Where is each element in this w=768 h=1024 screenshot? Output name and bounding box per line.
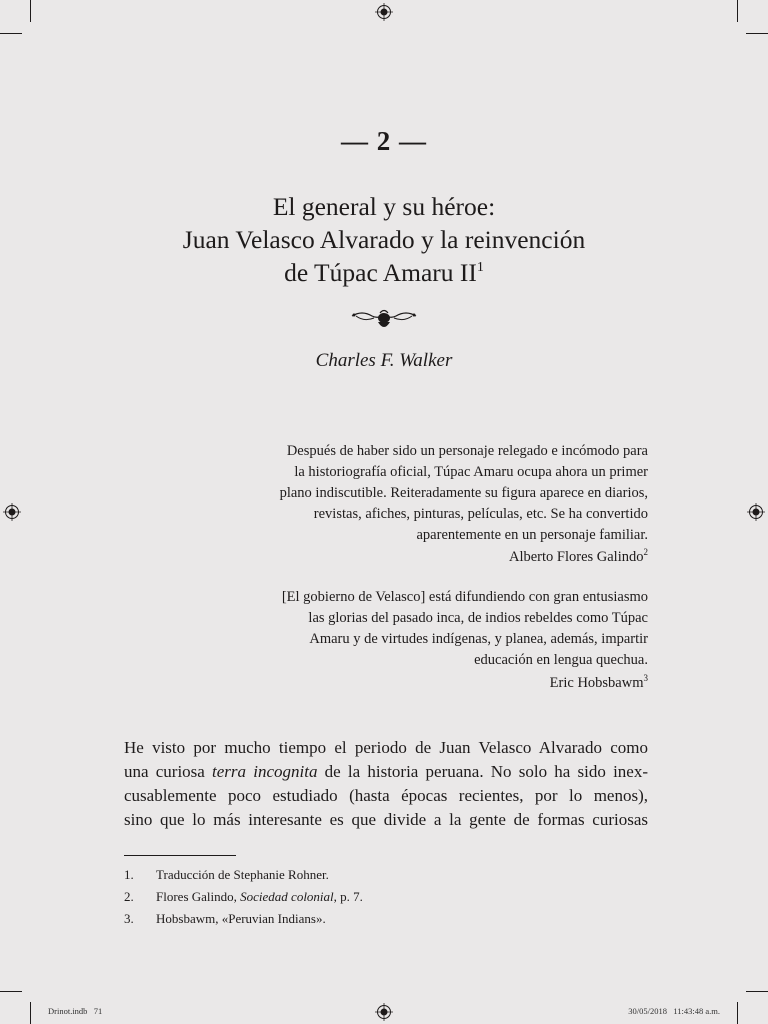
- epigraph-line: Después de haber sido un personaje relegado e incómodo para: [286, 443, 648, 459]
- attribution-name: Eric Hobsbawm: [549, 675, 644, 691]
- chapter-number: — 2 —: [341, 126, 427, 156]
- crop-mark: [0, 33, 22, 34]
- epigraph-attribution: [190, 549, 648, 566]
- epigraph-line: [El gobierno de Velasco] está difundiendo con gran entusiasmo: [281, 589, 648, 605]
- footnote: [124, 867, 648, 883]
- registration-mark-icon: [375, 3, 393, 21]
- epigraph-line: educación en lengua quechua.: [474, 652, 648, 668]
- footnote: [124, 911, 648, 927]
- footnote-text: , p. 7.: [333, 889, 363, 904]
- epigraph-line: la historiografía oficial, Túpac Amaru ocupa ahora un primer: [294, 464, 648, 480]
- epigraph-line: revistas, afiches, pinturas, películas, etc. Se ha convertido: [313, 506, 648, 522]
- body-line: [124, 760, 648, 784]
- body-line: sino que lo más interesante es que divide a la gente de formas curiosas: [124, 810, 648, 829]
- crop-mark: [746, 33, 768, 34]
- footnote-text: Traducción de Stephanie Rohner.: [156, 867, 329, 882]
- crop-mark: [746, 991, 768, 992]
- body-line: He visto por mucho tiempo el periodo de Juan Velasco Alvarado como: [124, 738, 648, 757]
- body-paragraph: [124, 736, 648, 832]
- title-line: Juan Velasco Alvarado y la reinvención: [182, 225, 586, 254]
- footnote-ref: 1: [476, 260, 484, 275]
- crop-mark: [737, 1002, 738, 1024]
- footnote-number: 2.: [124, 889, 134, 904]
- epigraph-quote: [190, 587, 648, 671]
- footnote-number: 3.: [124, 911, 134, 926]
- epigraph-line: aparentemente en un personaje familiar.: [416, 527, 648, 543]
- footnote-divider: [124, 855, 236, 856]
- footnote-ref: 3: [643, 673, 648, 683]
- footnote-text: Flores Galindo,: [156, 889, 241, 904]
- title-line: [84, 256, 684, 289]
- footnote-emphasis: Sociedad colonial: [240, 889, 334, 904]
- title-line-text: de Túpac Amaru II: [284, 258, 477, 287]
- registration-mark-icon: [747, 503, 765, 521]
- body-emphasis: terra incognita: [212, 762, 318, 781]
- slug-left: Drinot.indb 71: [48, 1006, 103, 1016]
- epigraph-line: las glorias del pasado inca, de indios rebeldes como Túpac: [308, 610, 648, 626]
- body-text-run: de la historia peruana. No solo ha sido inex-: [317, 762, 648, 781]
- crop-mark: [737, 0, 738, 22]
- footnote-number: 1.: [124, 867, 134, 882]
- registration-mark-icon: [3, 503, 21, 521]
- footnote: [124, 889, 648, 905]
- epigraph-attribution: [190, 675, 648, 692]
- footnote-ref: 2: [643, 547, 648, 557]
- epigraph-line: Amaru y de virtudes indígenas, y planea, además, impartir: [309, 631, 648, 647]
- footnote-text: Hobsbawm, «Peruvian Indians».: [156, 911, 326, 926]
- body-text-run: una curiosa: [124, 762, 213, 781]
- attribution-name: Alberto Flores Galindo: [508, 549, 644, 565]
- body-line: cusablemente poco estudiado (hasta épocas recientes, por lo menos),: [124, 786, 648, 805]
- author-name: Charles F. Walker: [315, 350, 453, 371]
- epigraph-line: plano indiscutible. Reiteradamente su figura aparece en diarios,: [279, 485, 648, 501]
- crop-mark: [0, 991, 22, 992]
- crop-mark: [30, 0, 31, 22]
- epigraph-quote: [190, 441, 648, 546]
- slug-right: 30/05/2018 11:43:48 a.m.: [628, 1006, 720, 1016]
- crop-mark: [30, 1002, 31, 1024]
- title-line: El general y su héroe:: [272, 192, 496, 221]
- chapter-title: [84, 190, 684, 289]
- registration-mark-icon: [375, 1003, 393, 1021]
- ornament-icon: [350, 306, 418, 334]
